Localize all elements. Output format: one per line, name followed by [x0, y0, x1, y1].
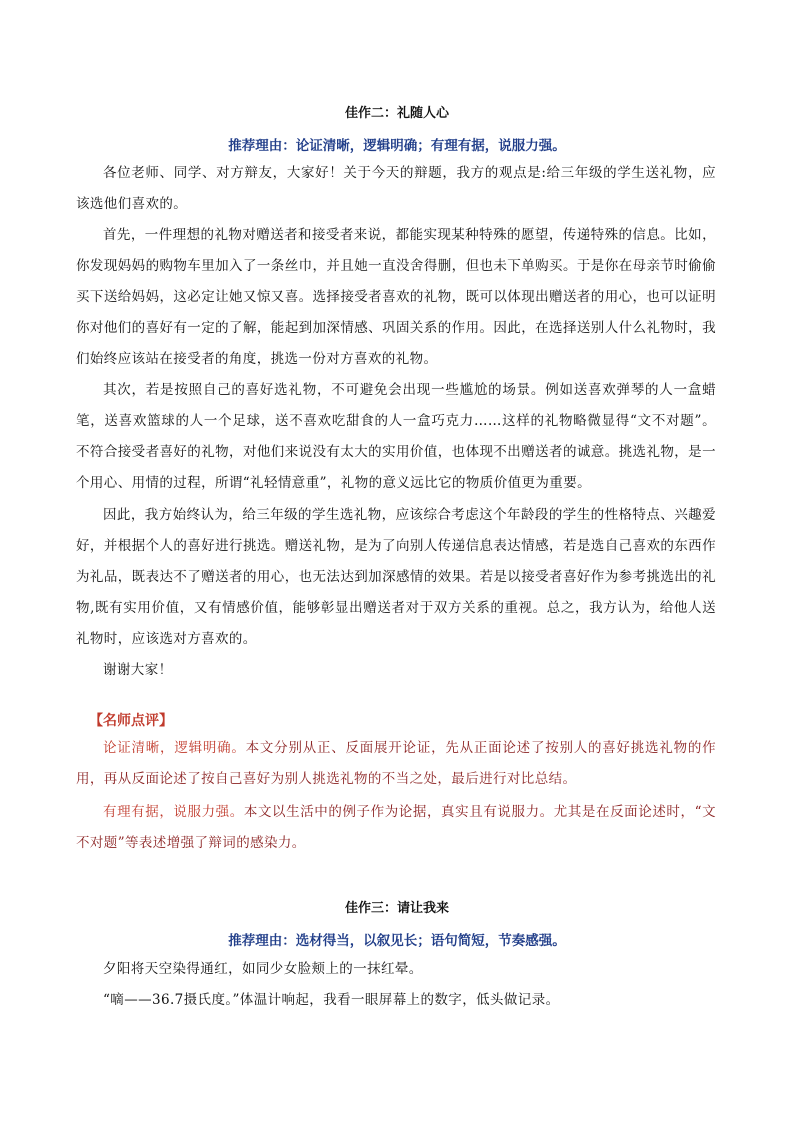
teacher-comment-2 [76, 797, 716, 859]
essay3-paragraph-2: “嘀——36.7摄氏度。”体温计响起，我看一眼屏幕上的数字，低头做记录。 [103, 992, 560, 1008]
essay3-title: 佳作三：请让我来 [344, 901, 449, 916]
essay2-recommend-reason: 推荐理由：论证清晰，逻辑明确；有理有据，说服力强。 [228, 138, 566, 154]
comment-1-lead: 论证清晰，逻辑明确。 [103, 740, 246, 756]
essay2-title: 佳作二：礼随人心 [344, 106, 449, 121]
essay2-closing: 谢谢大家！ [103, 662, 173, 678]
comment-2-lead: 有理有据，说服力强。 [103, 804, 244, 820]
comment-1-text: 本文分别从正、反面展开论证，先从正面论述了按别人的喜好挑选礼物的作用，再从反面论述了按自己喜好为别人挑选礼物的不当之处，最后进行对比总结。 [76, 740, 717, 787]
essay2-paragraph-4: 因此，我方始终认为，给三年级的学生选礼物，应该综合考虑这个年龄段的学生的性格特点、兴趣爱好，并根据个人的喜好进行挑选。赠送礼物，是为了向别人传递信息表达情感，若是选自己喜欢的东西作为礼品，既表达不了赠送者的用心，也无法达到加深感情的效果。若是以接受者喜好作为参考挑选出的礼物,既有实用价值，又有情感价值，能够彰显出赠送者对于双方关系的重视。总之，我方认为，给他人送礼物时，应该选对方喜欢的。 [76, 507, 716, 647]
teacher-comment-1 [76, 733, 716, 795]
comment-2-text: 本文以生活中的例子作为论据，真实且有说服力。尤其是在反面论述时，“文不对题”等表述增强了辩词的感染力。 [76, 804, 716, 851]
essay2-paragraph-3: 其次，若是按照自己的喜好选礼物，不可避免会出现一些尴尬的场景。例如送喜欢弹琴的人一盒蜡笔，送喜欢篮球的人一个足球，送不喜欢吃甜食的人一盒巧克力……这样的礼物略微显得“文不对题”。不符合接受者喜好的礼物，对他们来说没有太大的实用价值，也体现不出赠送者的诚意。挑选礼物，是一个用心、用情的过程，所谓“礼轻情意重”，礼物的意义远比它的物质价值更为重要。 [76, 382, 716, 491]
essay3-recommend-reason: 推荐理由：选材得当，以叙见长；语句简短，节奏感强。 [228, 933, 566, 949]
essay2-paragraph-2: 首先，一件理想的礼物对赠送者和接受者来说，都能实现某种特殊的愿望，传递特殊的信息。比如，你发现妈妈的购物车里加入了一条丝巾，并且她一直没舍得删，但也未下单购买。于是你在母亲节时偷偷买下送给妈妈，这必定让她又惊又喜。选择接受者喜欢的礼物，既可以体现出赠送者的用心，也可以证明你对他们的喜好有一定的了解，能起到加深情感、巩固关系的作用。因此，在选择送别人什么礼物时，我们始终应该站在接受者的角度，挑选一份对方喜欢的礼物。 [76, 227, 716, 367]
essay2-paragraph-1: 各位老师、同学、对方辩友，大家好！关于今天的辩题，我方的观点是:给三年级的学生送礼物，应该选他们喜欢的。 [76, 165, 716, 212]
essay3-paragraph-1: 夕阳将天空染得通红，如同少女脸颊上的一抹红晕。 [103, 961, 423, 977]
teacher-comment-heading: 【名师点评】 [89, 713, 173, 729]
